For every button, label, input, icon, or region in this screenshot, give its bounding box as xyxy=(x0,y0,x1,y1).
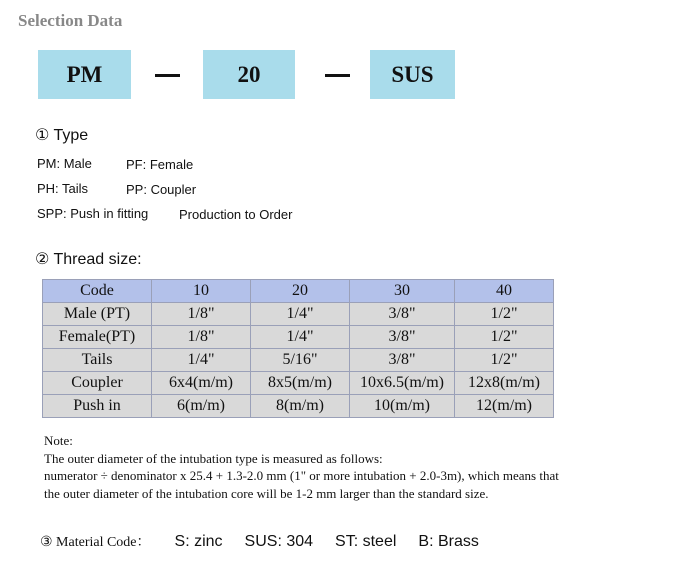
type-option: SPP: Push in fitting xyxy=(37,206,149,221)
table-cell: 10(m/m) xyxy=(350,395,455,418)
table-row xyxy=(43,303,554,326)
model-code-series-box xyxy=(38,50,131,99)
thread-size-table xyxy=(42,279,554,418)
table-cell: 1/2" xyxy=(455,326,554,349)
note-label: Note: xyxy=(44,433,73,448)
material-option: S: zinc xyxy=(174,533,223,550)
material-option: SUS: 304 xyxy=(244,533,314,550)
type-heading: ① Type xyxy=(35,127,89,144)
table-cell: 1/2" xyxy=(455,303,554,326)
type-option: PM: Male xyxy=(37,156,92,171)
model-code-material-box xyxy=(370,50,455,99)
table-header-row xyxy=(43,280,554,303)
table-cell: 12(m/m) xyxy=(455,395,554,418)
note-text-line: The outer diameter of the intubation type is measured as follows: xyxy=(44,450,383,466)
table-cell: 1/8" xyxy=(152,303,251,326)
table-row xyxy=(43,349,554,372)
table-cell: 6x4(m/m) xyxy=(152,372,251,395)
material-option: ST: steel xyxy=(335,533,397,550)
table-cell: Male (PT) xyxy=(43,303,152,326)
model-code-series: PM xyxy=(66,61,103,87)
model-code-material: SUS xyxy=(391,61,434,87)
type-option: PP: Coupler xyxy=(126,182,197,197)
table-cell: 1/2" xyxy=(455,349,554,372)
table-cell: 12x8(m/m) xyxy=(455,372,554,395)
table-cell: 10x6.5(m/m) xyxy=(350,372,455,395)
table-cell: 3/8" xyxy=(350,326,455,349)
code-separator-dash xyxy=(325,74,350,77)
table-cell: 1/8" xyxy=(152,326,251,349)
table-cell: Female(PT) xyxy=(43,326,152,349)
table-cell: 3/8" xyxy=(350,349,455,372)
table-cell: 1/4" xyxy=(251,303,350,326)
table-header-cell: 10 xyxy=(152,280,251,303)
note-block xyxy=(44,432,664,502)
table-cell: 8x5(m/m) xyxy=(251,372,350,395)
code-separator-dash xyxy=(155,74,180,77)
model-code-size: 20 xyxy=(237,61,261,87)
note-text-line: numerator ÷ denominator x 25.4 + 1.3-2.0 mm (1" or more intubation + 2.0-3m), which means that xyxy=(44,468,559,483)
table-cell: Tails xyxy=(43,349,152,372)
table-header-cell: 40 xyxy=(455,280,554,303)
table-cell: 5/16" xyxy=(251,349,350,372)
table-cell: 1/4" xyxy=(251,326,350,349)
table-row xyxy=(43,395,554,418)
table-cell: 1/4" xyxy=(152,349,251,372)
material-code-label: ③ Material Code： xyxy=(40,535,151,550)
table-cell: Push in xyxy=(43,395,152,418)
table-header-cell: Code xyxy=(43,280,152,303)
note-text-line: the outer diameter of the intubation core will be 1-2 mm larger than the standard size. xyxy=(44,485,489,501)
thread-size-heading: ② Thread size: xyxy=(35,251,142,268)
material-option: B: Brass xyxy=(418,533,479,550)
table-cell: Coupler xyxy=(43,372,152,395)
table-row xyxy=(43,326,554,349)
table-header-cell: 30 xyxy=(350,280,455,303)
table-cell: 8(m/m) xyxy=(251,395,350,418)
table-cell: 3/8" xyxy=(350,303,455,326)
table-header-cell: 20 xyxy=(251,280,350,303)
table-cell: 6(m/m) xyxy=(152,395,251,418)
model-code-size-box xyxy=(203,50,295,99)
table-row xyxy=(43,372,554,395)
page-title: Selection Data xyxy=(18,11,123,30)
type-option: PF: Female xyxy=(126,157,194,172)
material-code-row xyxy=(40,531,501,551)
type-option: PH: Tails xyxy=(37,181,89,196)
type-option: Production to Order xyxy=(179,207,293,222)
